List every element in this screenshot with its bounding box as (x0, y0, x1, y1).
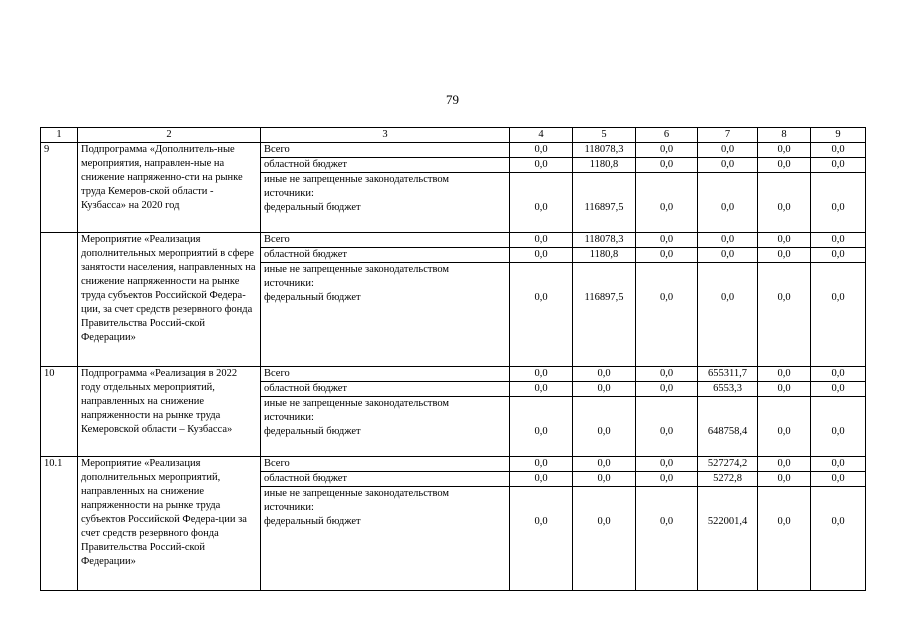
value-cell: 0,0 (636, 457, 698, 472)
source-label-federal: федеральный бюджет (264, 516, 361, 527)
value-cell: 0,0 (758, 472, 811, 487)
value-cell: 0,0 (636, 472, 698, 487)
source-label-regional: областной бюджет (261, 472, 510, 487)
federal-value: 0,0 (534, 292, 548, 303)
value-cell (510, 397, 573, 457)
value-cell (573, 173, 636, 233)
row-description: Подпрограмма «Дополнитель-ные мероприятия, направлен-ные на снижение напряженно-сти на рынке труда Кемеров-ской области - Кузбасса» на 2020 год (78, 143, 261, 233)
value-cell: 0,0 (698, 143, 758, 158)
value-cell: 0,0 (811, 367, 866, 382)
source-label-other (261, 397, 510, 457)
value-cell: 655311,7 (698, 367, 758, 382)
federal-value: 116897,5 (584, 202, 624, 213)
value-cell: 0,0 (510, 158, 573, 173)
value-cell (811, 397, 866, 457)
column-header: 4 (510, 128, 573, 143)
column-header: 2 (78, 128, 261, 143)
source-label-other-line: иные не запрещенные законодательством (264, 398, 450, 409)
value-cell (510, 487, 573, 591)
value-cell (698, 487, 758, 591)
value-cell: 0,0 (811, 143, 866, 158)
column-header: 9 (811, 128, 866, 143)
value-cell: 0,0 (811, 248, 866, 263)
federal-value: 648758,4 (707, 426, 748, 437)
source-label-other-line: источники: (264, 502, 314, 513)
source-label-other-line: источники: (264, 278, 314, 289)
column-header: 8 (758, 128, 811, 143)
source-label-other-line: источники: (264, 188, 314, 199)
source-label-total: Всего (261, 143, 510, 158)
source-label-regional: областной бюджет (261, 248, 510, 263)
column-header-row (41, 128, 866, 143)
value-cell (698, 397, 758, 457)
federal-value: 0,0 (534, 426, 548, 437)
column-header: 6 (636, 128, 698, 143)
value-cell: 0,0 (811, 233, 866, 248)
source-label-other (261, 487, 510, 591)
value-cell (573, 487, 636, 591)
value-cell: 1180,8 (573, 158, 636, 173)
column-header: 3 (261, 128, 510, 143)
value-cell (811, 173, 866, 233)
federal-value: 0,0 (597, 426, 611, 437)
federal-value: 0,0 (597, 516, 611, 527)
source-label-regional: областной бюджет (261, 158, 510, 173)
table-row (41, 233, 866, 248)
value-cell (510, 173, 573, 233)
value-cell (758, 263, 811, 367)
value-cell: 0,0 (758, 233, 811, 248)
value-cell: 527274,2 (698, 457, 758, 472)
row-number (41, 233, 78, 367)
value-cell (573, 397, 636, 457)
federal-value: 0,0 (659, 202, 674, 213)
row-number: 9 (41, 143, 78, 233)
federal-value: 0,0 (777, 516, 791, 527)
value-cell (510, 263, 573, 367)
value-cell: 0,0 (510, 382, 573, 397)
federal-value: 0,0 (777, 292, 791, 303)
federal-value: 0,0 (659, 516, 674, 527)
source-label-total: Всего (261, 233, 510, 248)
source-label-other-line: иные не запрещенные законодательством (264, 488, 450, 499)
source-label-regional: областной бюджет (261, 382, 510, 397)
value-cell (636, 263, 698, 367)
value-cell: 0,0 (510, 233, 573, 248)
source-label-other (261, 173, 510, 233)
value-cell: 0,0 (573, 367, 636, 382)
column-header: 7 (698, 128, 758, 143)
value-cell (758, 397, 811, 457)
federal-value: 0,0 (831, 516, 845, 527)
federal-value: 0,0 (659, 426, 674, 437)
value-cell (636, 397, 698, 457)
source-label-other-line: иные не запрещенные законодательством (264, 264, 450, 275)
federal-value: 0,0 (720, 292, 735, 303)
source-label-other-line: источники: (264, 412, 314, 423)
row-description: Подпрограмма «Реализация в 2022 году отдельных мероприятий, направленных на снижение напряженности на рынке труда Кемеровской области – Кузбасса» (78, 367, 261, 457)
federal-value: 0,0 (831, 202, 845, 213)
value-cell: 0,0 (510, 472, 573, 487)
value-cell: 0,0 (698, 158, 758, 173)
value-cell: 0,0 (636, 143, 698, 158)
column-header: 5 (573, 128, 636, 143)
value-cell: 0,0 (758, 158, 811, 173)
value-cell (698, 263, 758, 367)
value-cell: 0,0 (758, 143, 811, 158)
federal-value: 116897,5 (584, 292, 624, 303)
source-label-federal: федеральный бюджет (264, 292, 361, 303)
value-cell (758, 487, 811, 591)
page-number: 79 (446, 92, 459, 107)
value-cell: 1180,8 (573, 248, 636, 263)
value-cell: 0,0 (636, 158, 698, 173)
value-cell: 0,0 (698, 233, 758, 248)
value-cell: 118078,3 (573, 233, 636, 248)
value-cell (758, 173, 811, 233)
federal-value: 0,0 (777, 426, 791, 437)
value-cell (811, 263, 866, 367)
value-cell: 0,0 (811, 158, 866, 173)
value-cell: 0,0 (636, 382, 698, 397)
federal-value: 0,0 (831, 292, 845, 303)
federal-value: 522001,4 (707, 516, 748, 527)
federal-value: 0,0 (534, 202, 548, 213)
value-cell: 0,0 (573, 382, 636, 397)
value-cell: 0,0 (510, 248, 573, 263)
value-cell: 0,0 (636, 367, 698, 382)
value-cell: 0,0 (636, 248, 698, 263)
federal-value: 0,0 (831, 426, 845, 437)
value-cell: 0,0 (758, 367, 811, 382)
value-cell: 5272,8 (698, 472, 758, 487)
value-cell: 0,0 (573, 472, 636, 487)
value-cell: 0,0 (573, 457, 636, 472)
value-cell: 0,0 (636, 233, 698, 248)
source-label-federal: федеральный бюджет (264, 426, 361, 437)
value-cell: 0,0 (758, 457, 811, 472)
value-cell (636, 487, 698, 591)
value-cell: 0,0 (510, 367, 573, 382)
value-cell (698, 173, 758, 233)
value-cell (573, 263, 636, 367)
value-cell: 0,0 (510, 457, 573, 472)
federal-value: 0,0 (777, 202, 791, 213)
source-label-total: Всего (261, 367, 510, 382)
value-cell: 0,0 (758, 382, 811, 397)
source-label-other (261, 263, 510, 367)
value-cell: 0,0 (811, 382, 866, 397)
value-cell: 0,0 (811, 472, 866, 487)
federal-value: 0,0 (720, 202, 735, 213)
source-label-other-line: иные не запрещенные законодательством (264, 174, 450, 185)
value-cell: 0,0 (811, 457, 866, 472)
table-row (41, 457, 866, 472)
value-cell: 0,0 (698, 248, 758, 263)
federal-value: 0,0 (659, 292, 674, 303)
row-number: 10 (41, 367, 78, 457)
value-cell (811, 487, 866, 591)
row-number: 10.1 (41, 457, 78, 591)
source-label-total: Всего (261, 457, 510, 472)
row-description: Мероприятие «Реализация дополнительных мероприятий, направленных на снижение напряженности на рынке труда субъектов Российской Федера-ции за счет средств резервного фонда Правительства Россий-ской Федерации» (78, 457, 261, 591)
value-cell (636, 173, 698, 233)
budget-table (40, 127, 866, 591)
value-cell: 0,0 (510, 143, 573, 158)
federal-value: 0,0 (534, 516, 548, 527)
source-label-federal: федеральный бюджет (264, 202, 361, 213)
row-description: Мероприятие «Реализация дополнительных мероприятий в сфере занятости населения, направленных на снижение напряженности на рынке труда субъектов Российской Федера-ции, за счет средств резервного фонда Правительства Россий-ской Федерации» (78, 233, 261, 367)
table-row (41, 143, 866, 158)
value-cell: 6553,3 (698, 382, 758, 397)
table-row (41, 367, 866, 382)
column-header: 1 (41, 128, 78, 143)
value-cell: 0,0 (758, 248, 811, 263)
value-cell: 118078,3 (573, 143, 636, 158)
